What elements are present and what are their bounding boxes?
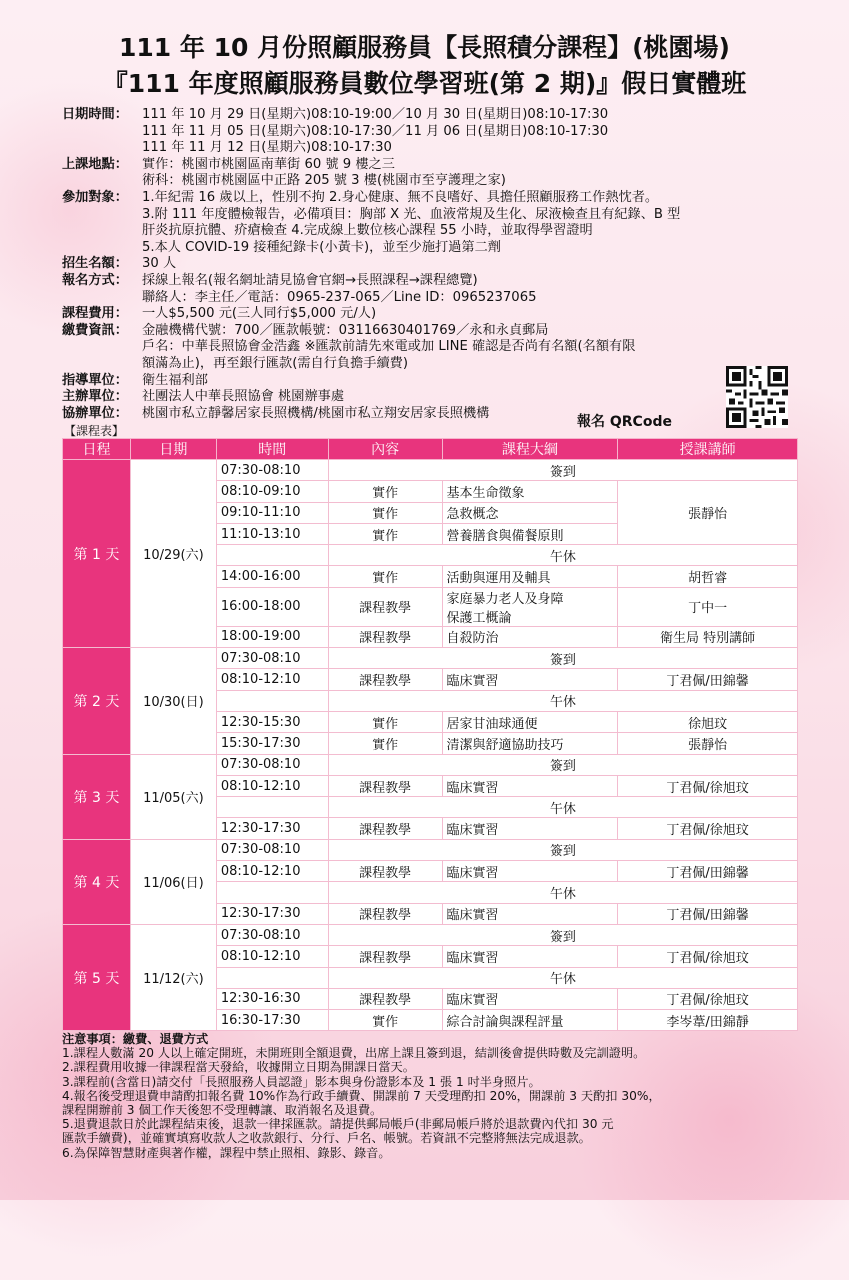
- content-cell: 課程教學: [328, 988, 442, 1009]
- info-label: 課程費用：: [62, 306, 128, 322]
- day-cell: 第 3 天: [63, 754, 131, 839]
- span-cell: 簽到: [328, 460, 797, 481]
- time-cell: [216, 967, 328, 988]
- content-cell: 實作: [328, 481, 442, 502]
- info-label: 主辦單位：: [62, 389, 128, 405]
- topic-cell: 家庭暴力老人及身障 保護工概論: [442, 587, 618, 626]
- time-cell: 07:30-08:10: [216, 839, 328, 860]
- time-cell: 07:30-08:10: [216, 924, 328, 945]
- time-cell: 08:10-12:10: [216, 861, 328, 882]
- notes-section: [62, 1032, 802, 1160]
- time-cell: 07:30-08:10: [216, 648, 328, 669]
- time-cell: 08:10-12:10: [216, 946, 328, 967]
- time-cell: 08:10-12:10: [216, 775, 328, 796]
- column-header: 日程: [63, 439, 131, 460]
- info-block: [62, 107, 802, 422]
- table-header-row: [63, 439, 798, 460]
- title-line-1: 111 年 10 月份照顧服務員【長照積分課程】(桃園場): [119, 33, 730, 62]
- date-cell: 11/06(日): [130, 839, 216, 924]
- topic-cell: 臨床實習: [442, 669, 618, 690]
- schedule-caption: 【課程表】: [64, 424, 125, 438]
- content-cell: 實作: [328, 711, 442, 732]
- topic-cell: 臨床實習: [442, 903, 618, 924]
- info-row: [62, 190, 802, 256]
- content-cell: 課程教學: [328, 903, 442, 924]
- info-label: 招生名額：: [62, 256, 128, 272]
- info-label: 日期時間：: [62, 107, 128, 122]
- topic-cell: 居家甘油球通便: [442, 711, 618, 732]
- content-cell: 課程教學: [328, 861, 442, 882]
- time-cell: 15:30-17:30: [216, 733, 328, 754]
- info-value: 衛生福利部: [142, 372, 208, 388]
- span-cell: 午休: [328, 545, 797, 566]
- teacher-cell: 丁君佩/徐旭玟: [618, 946, 798, 967]
- topic-cell: 基本生命徵象: [442, 481, 618, 502]
- time-cell: 08:10-09:10: [216, 481, 328, 502]
- time-cell: 07:30-08:10: [216, 460, 328, 481]
- info-value: 1.年紀需 16 歲以上，性別不拘 2.身心健康、無不良嗜好、具擔任照顧服務工作熱忱者。 3.附 111 年度體檢報告，必備項目：胸部 X 光、血液常規及生化、尿液檢查且有紀錄、B 型 肝炎抗原抗體、疥瘡檢查 4.完成線上數位核心課程 55 小時，並取得學習證明 5.本人 COVID-19 接種紀錄卡(小黃卡)，並至少施打過第二劑: [142, 189, 681, 255]
- table-row: [63, 460, 798, 481]
- info-row: [62, 273, 802, 306]
- column-header: 日期: [130, 439, 216, 460]
- note-item: 6.為保障智慧財產與著作權，課程中禁止照相、錄影、錄音。: [62, 1145, 391, 1160]
- time-cell: 12:30-17:30: [216, 818, 328, 839]
- topic-cell: 臨床實習: [442, 946, 618, 967]
- teacher-cell: 丁君佩/徐旭玟: [618, 988, 798, 1009]
- time-cell: [216, 882, 328, 903]
- info-row: [62, 389, 802, 406]
- topic-cell: 臨床實習: [442, 775, 618, 796]
- topic-cell: 臨床實習: [442, 818, 618, 839]
- content-cell: 實作: [328, 523, 442, 544]
- date-cell: 10/29(六): [130, 460, 216, 648]
- content-cell: 實作: [328, 1010, 442, 1031]
- topic-cell: 急救概念: [442, 502, 618, 523]
- span-cell: 簽到: [328, 924, 797, 945]
- span-cell: 午休: [328, 690, 797, 711]
- schedule-table: [62, 438, 798, 1031]
- topic-cell: 綜合討論與課程評量: [442, 1010, 618, 1031]
- content-cell: 課程教學: [328, 946, 442, 967]
- info-value: 實作：桃園市桃園區南華街 60 號 9 樓之三 術科：桃園市桃園區中正路 205 號 3 樓(桃園市至亨護理之家): [142, 156, 506, 189]
- date-cell: 11/12(六): [130, 924, 216, 1030]
- time-cell: 18:00-19:00: [216, 626, 328, 647]
- column-header: 課程大綱: [442, 439, 618, 460]
- info-row: [62, 157, 802, 190]
- info-label: 報名方式：: [62, 272, 128, 288]
- table-row: [63, 924, 798, 945]
- teacher-cell: 丁君佩/徐旭玟: [618, 775, 798, 796]
- teacher-cell: 徐旭玟: [618, 711, 798, 732]
- note-item: 1.課程人數滿 20 人以上確定開班，未開班則全額退費，出席上課且簽到退，結訓後會提供時數及完訓證明。: [62, 1046, 646, 1061]
- info-label: 指導單位：: [62, 372, 128, 388]
- teacher-cell: 丁中一: [618, 587, 798, 626]
- time-cell: [216, 797, 328, 818]
- time-cell: 14:00-16:00: [216, 566, 328, 587]
- info-row: [62, 256, 802, 273]
- time-cell: 12:30-16:30: [216, 988, 328, 1009]
- span-cell: 簽到: [328, 839, 797, 860]
- info-value: 採線上報名(報名網址請見協會官網→長照課程→課程總覽) 聯絡人：李主任／電話：0965-237-065／Line ID：0965237065: [142, 272, 537, 305]
- time-cell: 11:10-13:10: [216, 523, 328, 544]
- column-header: 授課講師: [618, 439, 798, 460]
- time-cell: 16:00-18:00: [216, 587, 328, 626]
- teacher-cell: 張靜怡: [618, 733, 798, 754]
- info-row: [62, 107, 802, 157]
- day-cell: 第 2 天: [63, 648, 131, 754]
- teacher-cell: 丁君佩/徐旭玟: [618, 818, 798, 839]
- info-row: [62, 306, 802, 323]
- teacher-cell: 丁君佩/田錦馨: [618, 669, 798, 690]
- time-cell: [216, 545, 328, 566]
- date-cell: 10/30(日): [130, 648, 216, 754]
- table-row: [63, 648, 798, 669]
- teacher-cell: 張靜怡: [618, 481, 798, 545]
- teacher-cell: 丁君佩/田錦馨: [618, 903, 798, 924]
- span-cell: 午休: [328, 967, 797, 988]
- date-cell: 11/05(六): [130, 754, 216, 839]
- time-cell: 16:30-17:30: [216, 1010, 328, 1031]
- info-label: 上課地點：: [62, 156, 128, 172]
- info-label: 參加對象：: [62, 189, 128, 205]
- span-cell: 簽到: [328, 648, 797, 669]
- column-header: 時間: [216, 439, 328, 460]
- topic-cell: 營養膳食與備餐原則: [442, 523, 618, 544]
- column-header: 內容: [328, 439, 442, 460]
- teacher-cell: 李岑葦/田錦靜: [618, 1010, 798, 1031]
- day-cell: 第 1 天: [63, 460, 131, 648]
- content-cell: 實作: [328, 566, 442, 587]
- note-item: 4.報名後受理退費申請酌扣報名費 10%作為行政手續費、開課前 7 天受理酌扣 20%，開課前 3 天酌扣 30%， 課程開辦前 3 個工作天後恕不受理轉讓、取消報名及退費。: [62, 1088, 661, 1118]
- info-row: [62, 406, 802, 423]
- info-row: [62, 373, 802, 390]
- note-item: 3.課程前(含當日)請交付「長照服務人員認證」影本與身份證影本及 1 張 1 吋半身照片。: [62, 1074, 541, 1089]
- info-value: 社團法人中華長照協會 桃園辦事處: [142, 389, 345, 405]
- info-value: 一人$5,500 元(三人同行$5,000 元/人): [142, 306, 377, 322]
- time-cell: 12:30-17:30: [216, 903, 328, 924]
- info-value: 桃園市私立靜馨居家長照機構/桃園市私立翔安居家長照機構: [142, 405, 490, 421]
- time-cell: 12:30-15:30: [216, 711, 328, 732]
- time-cell: 08:10-12:10: [216, 669, 328, 690]
- info-row: [62, 323, 802, 373]
- teacher-cell: 胡哲睿: [618, 566, 798, 587]
- info-value: 111 年 10 月 29 日(星期六)08:10-19:00／10 月 30 日(星期日)08:10-17:30 111 年 11 月 05 日(星期六)08:10-17:30／11 月 06 日(星期日)08:10-17:30 111 年 11 月 12 日(星期六)08:10-17:30: [142, 107, 609, 156]
- time-cell: [216, 690, 328, 711]
- topic-cell: 清潔與舒適協助技巧: [442, 733, 618, 754]
- content-cell: 課程教學: [328, 775, 442, 796]
- content-cell: 課程教學: [328, 587, 442, 626]
- time-cell: 07:30-08:10: [216, 754, 328, 775]
- span-cell: 午休: [328, 797, 797, 818]
- qrcode-icon[interactable]: [726, 366, 788, 428]
- notes-heading: 注意事項：繳費、退費方式: [62, 1032, 209, 1046]
- table-row: [63, 839, 798, 860]
- span-cell: 午休: [328, 882, 797, 903]
- content-cell: 課程教學: [328, 626, 442, 647]
- teacher-cell: 丁君佩/田錦馨: [618, 861, 798, 882]
- topic-cell: 活動與運用及輔具: [442, 566, 618, 587]
- teacher-cell: 衛生局 特別講師: [618, 626, 798, 647]
- span-cell: 簽到: [328, 754, 797, 775]
- table-row: [63, 754, 798, 775]
- title-line-2: 『111 年度照顧服務員數位學習班(第 2 期)』假日實體班: [102, 69, 747, 98]
- note-item: 5.退費退款日於此課程結束後，退款一律採匯款。請提供郵局帳戶(非郵局帳戶將於退款費內代扣 30 元 匯款手續費)，並確實填寫收款人之收款銀行、分行、戶名、帳號。若資訊不完整將無法完成退款。: [62, 1117, 614, 1146]
- topic-cell: 自殺防治: [442, 626, 618, 647]
- day-cell: 第 4 天: [63, 839, 131, 924]
- qrcode-label: 報名 QRCode: [577, 414, 672, 430]
- note-item: 2.課程費用收據一律課程當天發給，收據開立日期為開課日當天。: [62, 1060, 415, 1075]
- topic-cell: 臨床實習: [442, 861, 618, 882]
- content-cell: 實作: [328, 502, 442, 523]
- content-cell: 課程教學: [328, 818, 442, 839]
- day-cell: 第 5 天: [63, 924, 131, 1030]
- info-value: 金融機構代號：700／匯款帳號：03116630401769／永和永貞郵局 戶名：中華長照協會金浩鑫 ※匯款前請先來電或加 LINE 確認是否尚有名額(名額有限 額滿為止)，再至銀行匯款(需自行負擔手續費): [142, 322, 636, 371]
- info-value: 30 人: [142, 256, 177, 272]
- info-label: 繳費資訊：: [62, 322, 128, 338]
- topic-cell: 臨床實習: [442, 988, 618, 1009]
- time-cell: 09:10-11:10: [216, 502, 328, 523]
- content-cell: 課程教學: [328, 669, 442, 690]
- content-cell: 實作: [328, 733, 442, 754]
- info-label: 協辦單位：: [62, 405, 128, 421]
